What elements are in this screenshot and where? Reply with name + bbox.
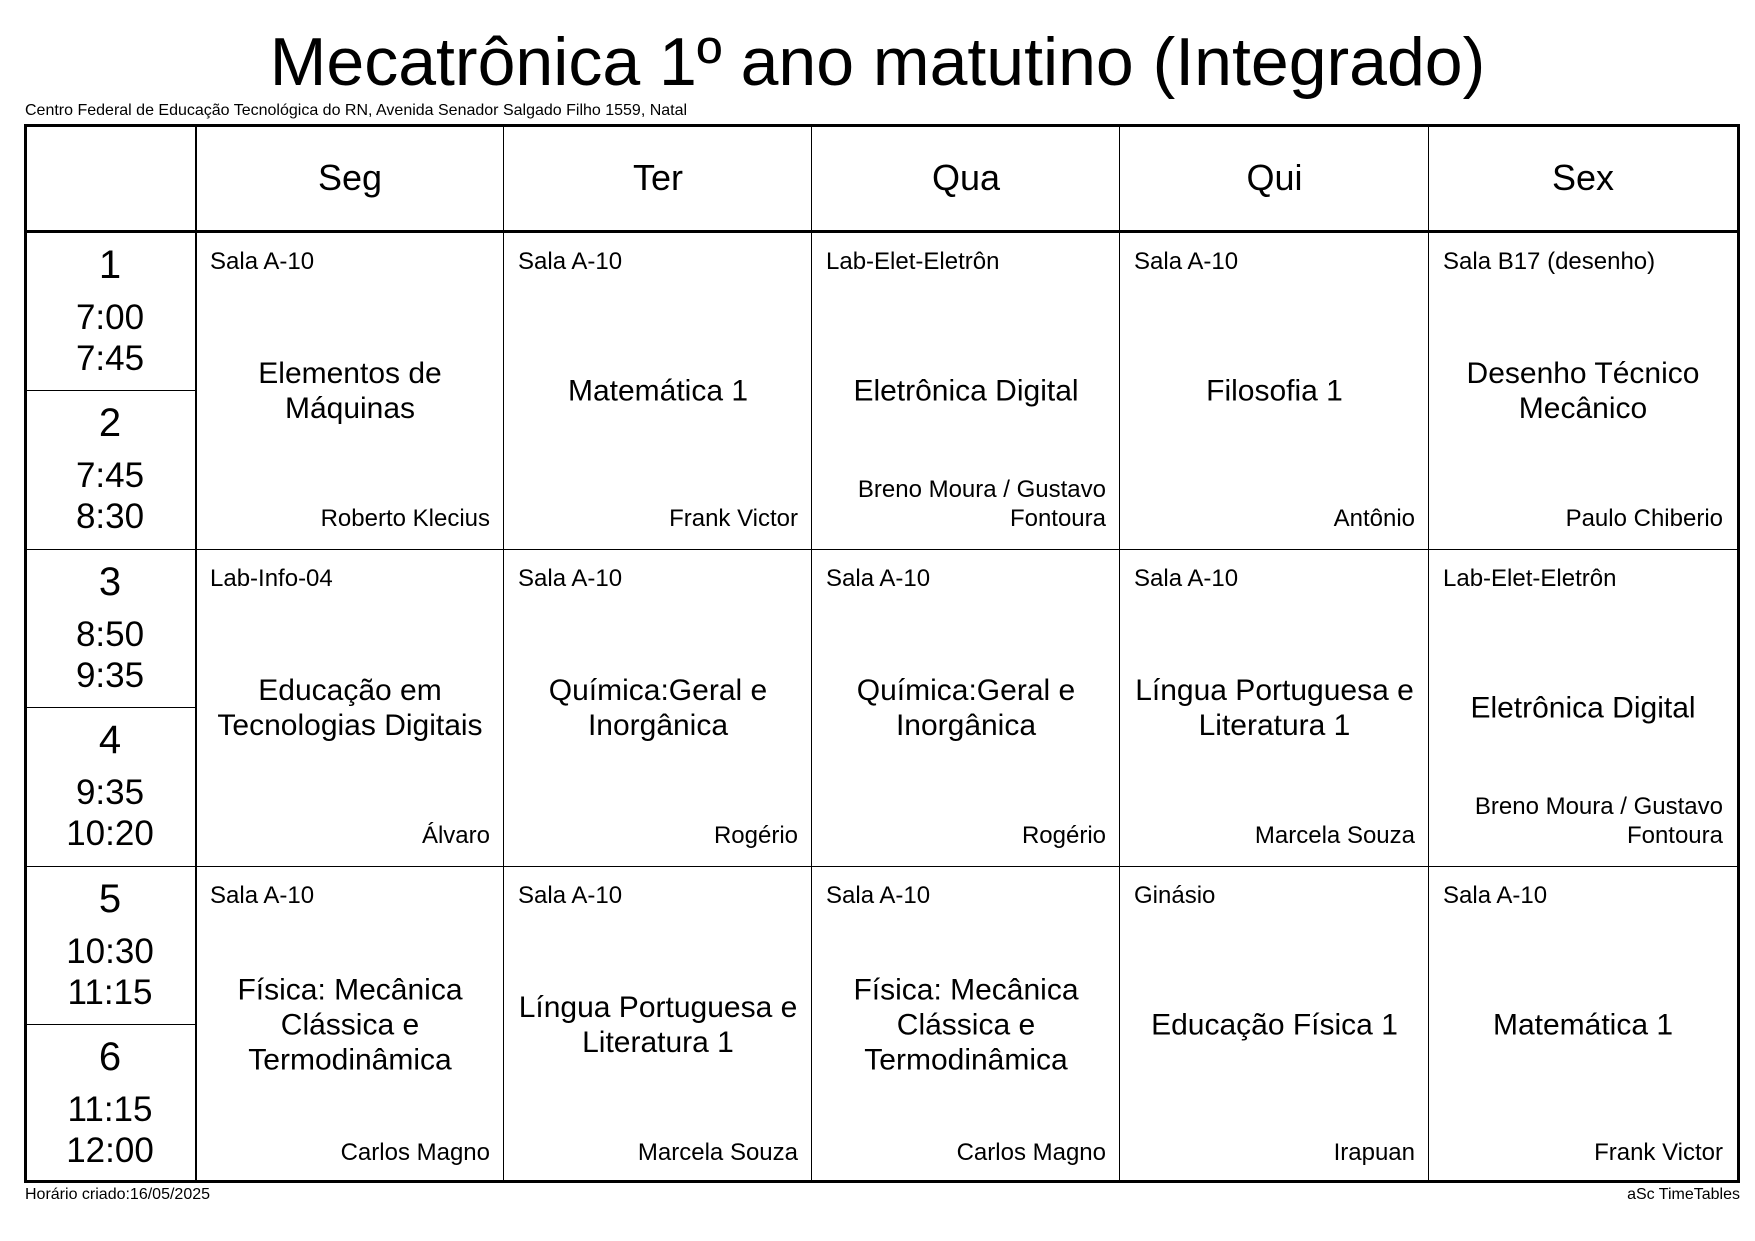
lesson-teacher: Marcela Souza (637, 1139, 798, 1166)
lesson-cell (812, 866, 1120, 1183)
lesson-teacher: Roberto Klecius (320, 505, 490, 532)
lesson-cell (504, 549, 812, 866)
period-number: 4 (98, 718, 122, 762)
lesson-teacher: Breno Moura / Gustavo Fontoura (857, 476, 1106, 532)
period-end-time: 9:35 (75, 656, 145, 695)
lesson-room: Sala A-10 (1443, 882, 1548, 909)
lesson-subject: Língua Portuguesa e Literatura 1 (518, 990, 798, 1059)
day-header: Qui (1246, 157, 1303, 198)
lesson-room: Sala A-10 (1134, 248, 1239, 275)
period-start-time: 9:35 (75, 773, 145, 812)
lesson-room: Sala A-10 (826, 565, 931, 592)
period-start-time: 11:15 (67, 1090, 153, 1129)
lesson-cell (504, 232, 812, 549)
period-end-time: 11:15 (67, 973, 153, 1012)
period-start-time: 8:50 (75, 615, 145, 654)
lesson-subject: Educação em Tecnologias Digitais (217, 673, 483, 742)
lesson-cell (504, 866, 812, 1183)
lesson-room: Sala A-10 (826, 882, 931, 909)
period-label (27, 390, 193, 548)
day-header: Qua (931, 157, 1001, 198)
day-header: Sex (1551, 157, 1615, 198)
period-start-time: 7:00 (75, 298, 145, 337)
lesson-subject: Química:Geral e Inorgânica (856, 673, 1076, 742)
day-header: Ter (632, 157, 683, 198)
school-address: Centro Federal de Educação Tecnológica do RN, Avenida Senador Salgado Filho 1559, Natal (25, 102, 688, 119)
period-start-time: 10:30 (66, 932, 154, 971)
lesson-room: Lab-Elet-Eletrôn (826, 248, 1000, 275)
lesson-room: Sala A-10 (1134, 565, 1239, 592)
lesson-room: Sala A-10 (518, 248, 623, 275)
lesson-teacher: Irapuan (1333, 1139, 1415, 1166)
lesson-subject: Matemática 1 (567, 374, 749, 407)
lesson-cell (1429, 549, 1737, 866)
period-label (27, 1024, 193, 1182)
lesson-teacher: Álvaro (421, 822, 490, 849)
lesson-cell (1120, 866, 1429, 1183)
lesson-cell (196, 549, 504, 866)
lesson-cell (196, 232, 504, 549)
period-label (27, 707, 193, 865)
lesson-subject: Língua Portuguesa e Literatura 1 (1135, 673, 1414, 742)
page-title: Mecatrônica 1º ano matutino (Integrado) (269, 24, 1486, 100)
lesson-subject: Eletrônica Digital (1470, 691, 1696, 724)
lesson-room: Lab-Info-04 (210, 565, 333, 592)
period-start-time: 7:45 (75, 456, 145, 495)
period-end-time: 12:00 (66, 1131, 154, 1170)
period-number: 3 (98, 560, 122, 604)
lesson-cell (812, 549, 1120, 866)
period-end-time: 10:20 (66, 814, 154, 853)
lesson-subject: Elementos de Máquinas (258, 356, 442, 425)
lesson-subject: Educação Física 1 (1151, 1008, 1398, 1041)
lesson-teacher: Frank Victor (1594, 1139, 1723, 1166)
lesson-subject: Desenho Técnico Mecânico (1466, 356, 1700, 425)
lesson-subject: Filosofia 1 (1206, 374, 1343, 407)
lesson-cell (1429, 866, 1737, 1183)
lesson-room: Sala A-10 (518, 565, 623, 592)
lesson-room: Ginásio (1134, 882, 1216, 909)
lesson-cell (812, 232, 1120, 549)
lesson-cell (1429, 232, 1737, 549)
lesson-cell (1120, 549, 1429, 866)
lesson-room: Sala A-10 (210, 248, 315, 275)
lesson-teacher: Rogério (713, 822, 798, 849)
lesson-teacher: Marcela Souza (1254, 822, 1415, 849)
lesson-teacher: Rogério (1021, 822, 1106, 849)
period-number: 5 (98, 877, 122, 921)
period-number: 6 (98, 1035, 122, 1079)
lesson-subject: Física: Mecânica Clássica e Termodinâmica (237, 973, 463, 1076)
lesson-teacher: Antônio (1333, 505, 1415, 532)
period-label (27, 866, 193, 1024)
lesson-teacher: Frank Victor (669, 505, 798, 532)
period-number: 2 (98, 401, 122, 445)
period-number: 1 (98, 243, 122, 287)
lesson-cell (196, 866, 504, 1183)
period-label (27, 232, 193, 390)
lesson-subject: Física: Mecânica Clássica e Termodinâmica (853, 973, 1079, 1076)
lesson-teacher: Paulo Chiberio (1565, 505, 1723, 532)
lesson-subject: Matemática 1 (1492, 1008, 1674, 1041)
lesson-room: Sala A-10 (518, 882, 623, 909)
lesson-room: Lab-Elet-Eletrôn (1443, 565, 1617, 592)
lesson-room: Sala B17 (desenho) (1443, 248, 1656, 275)
lesson-teacher: Breno Moura / Gustavo Fontoura (1474, 793, 1723, 849)
lesson-subject: Química:Geral e Inorgânica (548, 673, 768, 742)
created-date: Horário criado:16/05/2025 (25, 1186, 211, 1203)
generator-brand: aSc TimeTables (1627, 1186, 1740, 1203)
period-label (27, 549, 193, 707)
lesson-subject: Eletrônica Digital (853, 374, 1079, 407)
period-end-time: 7:45 (75, 339, 145, 378)
lesson-teacher: Carlos Magno (340, 1139, 490, 1166)
day-header: Seg (317, 157, 383, 198)
period-end-time: 8:30 (75, 497, 145, 536)
lesson-teacher: Carlos Magno (956, 1139, 1106, 1166)
lesson-cell (1120, 232, 1429, 549)
lesson-room: Sala A-10 (210, 882, 315, 909)
